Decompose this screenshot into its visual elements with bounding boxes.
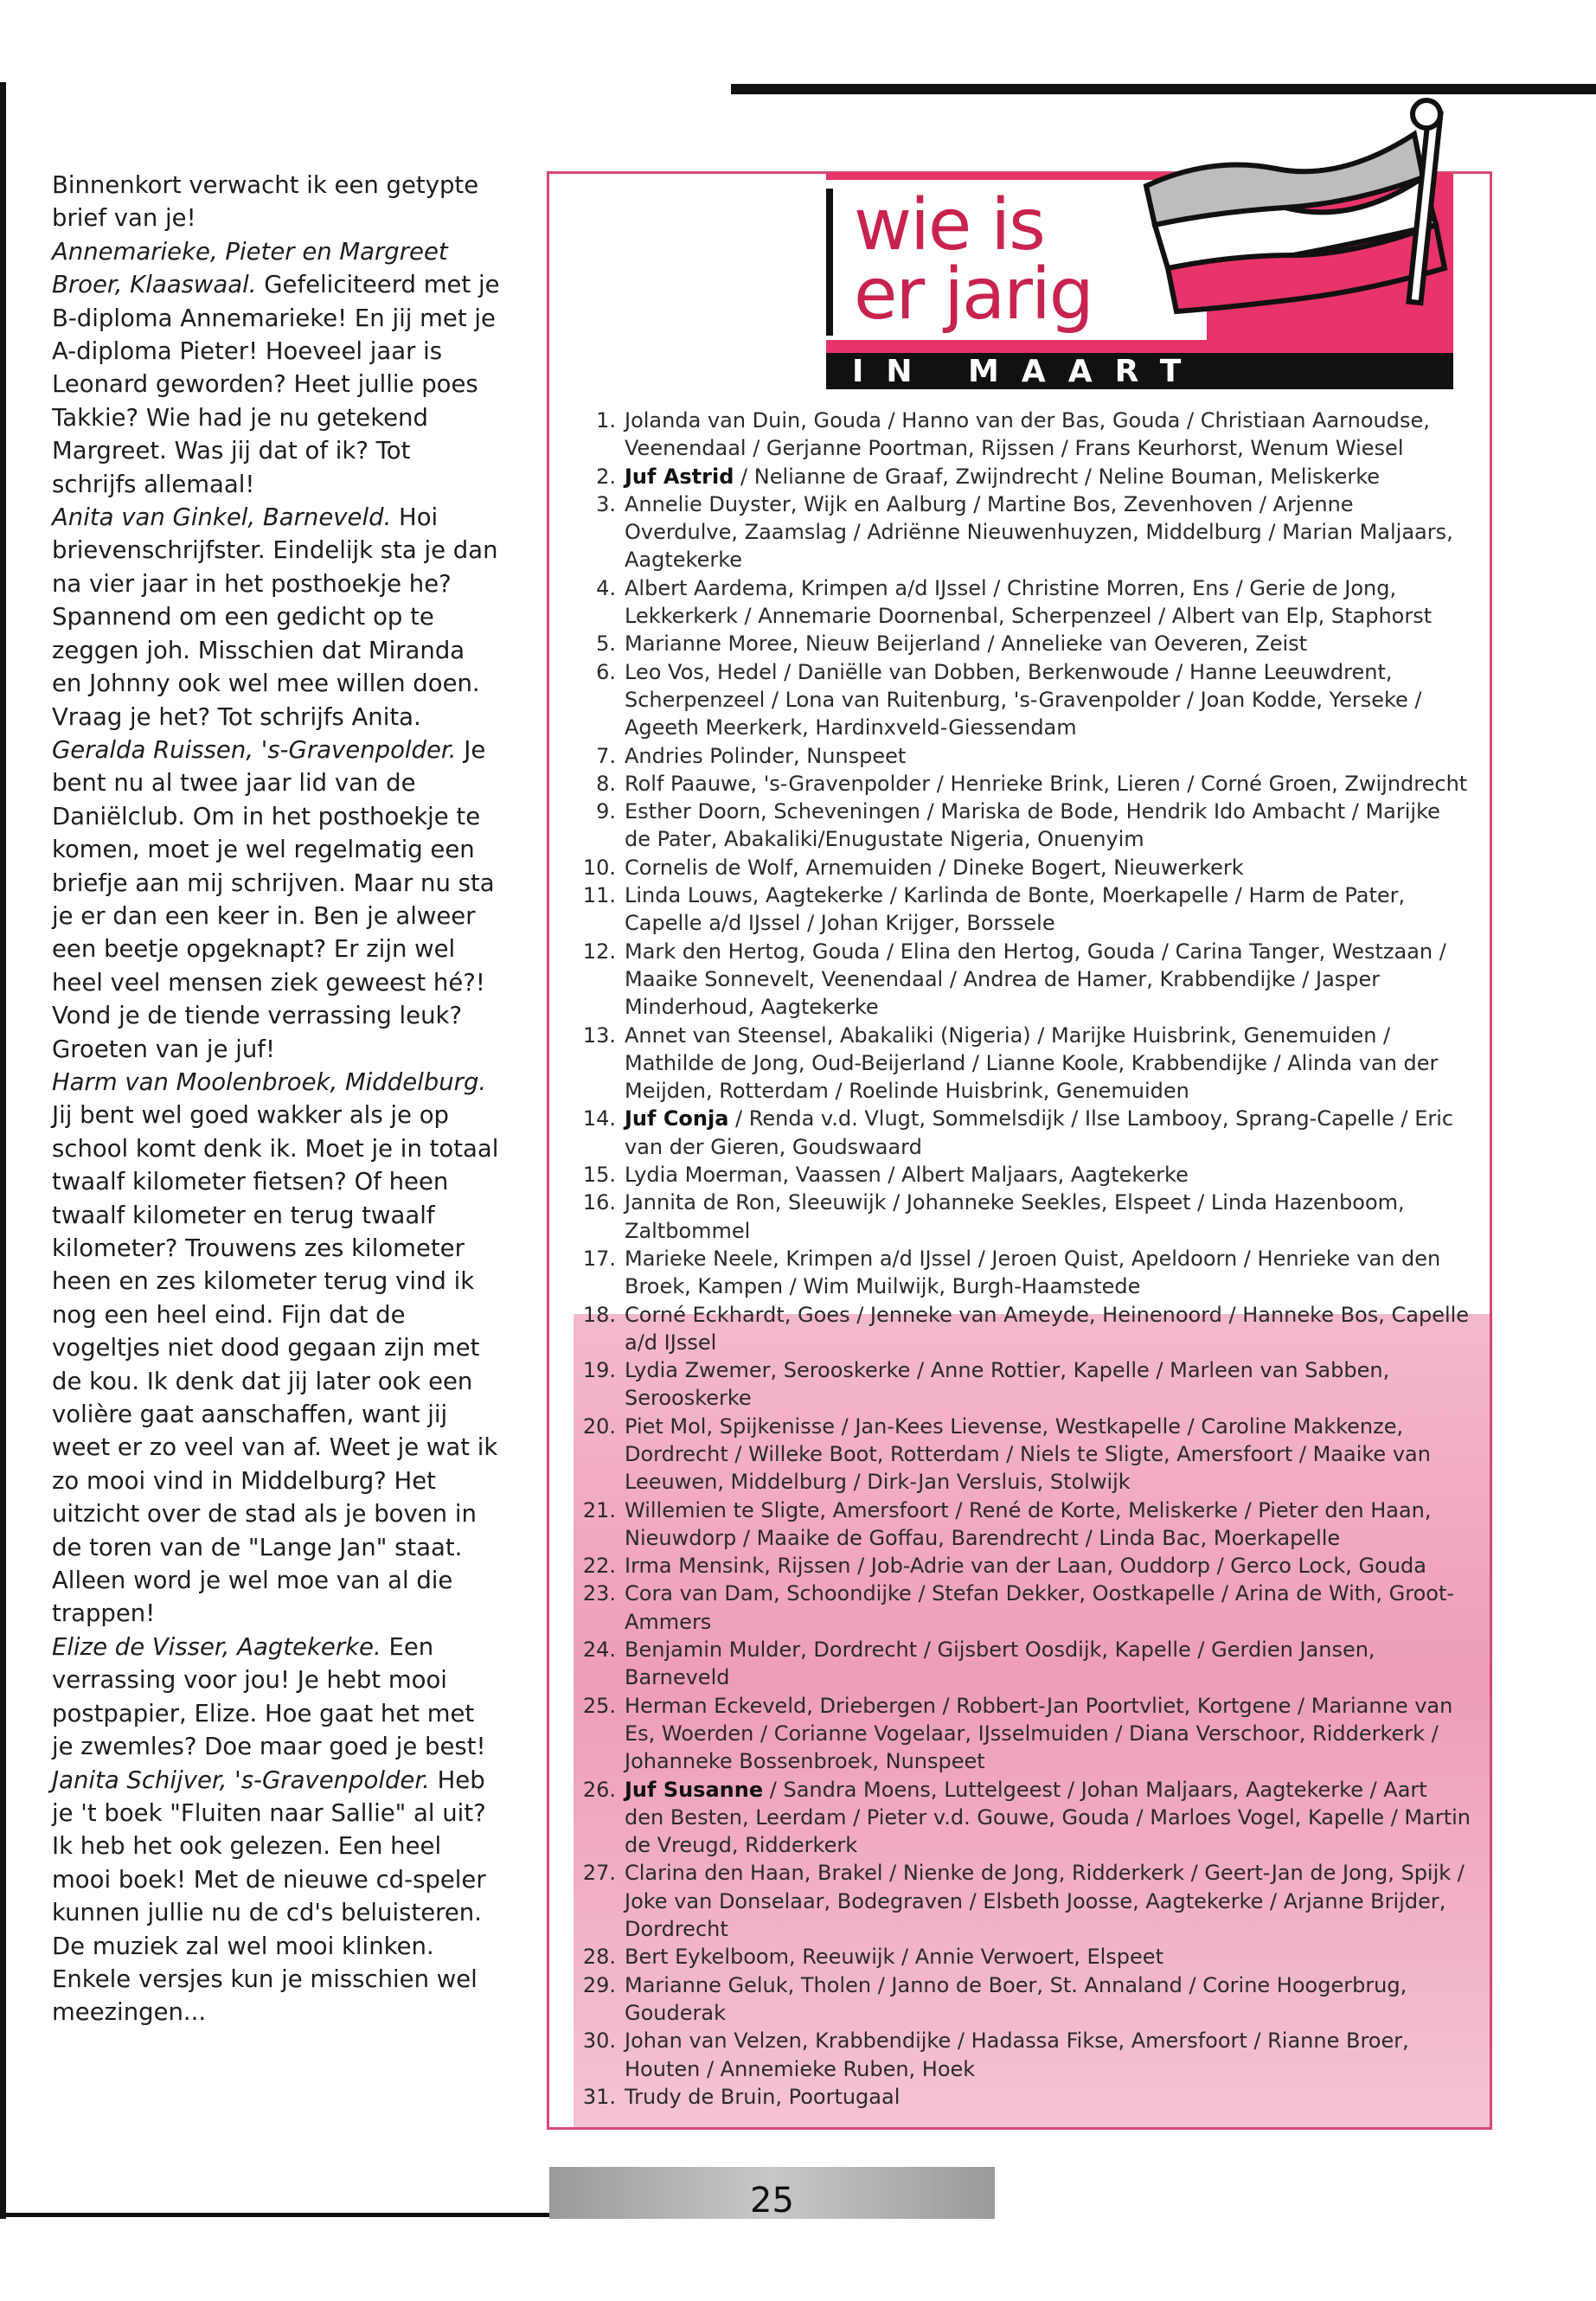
day-number: 27.	[582, 1861, 616, 1886]
day-number: 7.	[596, 743, 616, 768]
day-number: 16.	[582, 1190, 616, 1215]
letter-paragraph	[52, 169, 502, 235]
names	[625, 1497, 1471, 1553]
letter-text: Je bent nu al twee jaar lid van de Daniëlclub. Om in het posthoekje te komen, moet je wel regelmatig een briefje aan mij schrijven. Maar nu sta je er dan een keer in. Ben je alweer een beetje opgeknapt? Er zijn wel heel veel mensen ziek geweest hé?! Vond je de tiende verrassing leuk? Groeten van je juf!	[52, 735, 495, 1063]
list-item	[564, 742, 1471, 770]
list-item	[564, 1413, 1471, 1497]
names-text: / Renda v.d. Vlugt, Sommelsdijk / Ilse Lambooy, Sprang-Capelle / Eric van der Gieren, Goudswaard	[625, 1106, 1454, 1159]
names-text: Esther Doorn, Scheveningen / Mariska de Bode, Hendrik Ido Ambacht / Marijke de Pater, Abakaliki/Enugustate Nigeria, Onuenyim	[625, 799, 1440, 852]
names	[625, 1692, 1471, 1776]
list-item	[564, 658, 1471, 742]
list-item	[564, 1497, 1471, 1553]
day-number: 20.	[582, 1413, 616, 1439]
names-text: Benjamin Mulder, Dordrecht / Gijsbert Oosdijk, Kapelle / Gerdien Jansen, Barneveld	[625, 1638, 1375, 1690]
names	[625, 1776, 1471, 1860]
names-text: Jannita de Ron, Sleeuwijk / Johanneke Seekles, Elspeet / Linda Hazenboom, Zaltbommel	[625, 1190, 1405, 1243]
names-text: Andries Polinder, Nunspeet	[625, 743, 907, 768]
banner-title-line1: wie is	[854, 183, 1044, 266]
day-number: 5.	[596, 631, 616, 657]
names-text: Albert Aardema, Krimpen a/d IJssel / Christine Morren, Ens / Gerie de Jong, Lekkerkerk / Annemarie Doornenbal, Scherpenzeel / Albert van Elp, Staphorst	[625, 575, 1433, 629]
day-number: 29.	[582, 1972, 616, 1997]
letter-text: Hoi brievenschrijfster. Eindelijk sta je dan na vier jaar in het posthoekje he? Spannend om een gedicht op te zeggen joh. Misschien dat Miranda en Johnny ook wel mee willen doen. Vraag je het? Tot schrijfs Anita.	[52, 503, 498, 731]
names	[625, 1636, 1471, 1692]
letter-paragraph	[52, 1631, 502, 1764]
names-text: Marianne Geluk, Tholen / Janno de Boer, St. Annaland / Corine Hoogerbrug, Gouderak	[625, 1972, 1407, 2025]
names-text: Corné Eckhardt, Goes / Jenneke van Ameyde, Heinenoord / Hanneke Bos, Capelle a/d IJssel	[625, 1302, 1470, 1355]
page-number: 25	[549, 2167, 995, 2219]
day-number: 3.	[596, 491, 616, 516]
day-number: 12.	[582, 939, 616, 964]
day-number: 30.	[582, 2029, 616, 2054]
birthday-banner	[826, 173, 1453, 389]
list-item	[564, 938, 1471, 1022]
letter-text: Gefeliciteerd met je B-diploma Annemarieke! En jij met je A-diploma Pieter! Hoeveel jaar is Leonard geworden? Heet jullie poes Takkie? Wie had je nu getekend Margreet. Was jij dat of ik? Tot schrijfs allemaal!	[52, 271, 500, 498]
names	[625, 490, 1471, 574]
letter-paragraph	[52, 235, 502, 501]
letter-text: Binnenkort verwacht ik een getypte brief van je!	[52, 171, 479, 233]
names-text: Lydia Zwemer, Serooskerke / Anne Rottier, Kapelle / Marleen van Sabben, Serooskerke	[625, 1358, 1390, 1411]
list-item	[564, 1356, 1471, 1413]
names-text: Clarina den Haan, Brakel / Nienke de Jong, Ridderkerk / Geert-Jan de Jong, Spijk / Joke van Donselaar, Bodegraven / Elsbeth Joosse, Aagtekerke / Arjanne Brijder, Dordrecht	[625, 1861, 1465, 1942]
names	[625, 938, 1471, 1022]
names	[625, 1580, 1471, 1636]
names	[625, 574, 1471, 631]
names	[625, 1413, 1471, 1497]
names	[625, 1859, 1471, 1943]
day-number: 13.	[582, 1022, 616, 1048]
page-edge-left	[0, 82, 6, 2219]
names	[625, 854, 1471, 881]
names-text: Willemien te Sligte, Amersfoort / René de Korte, Meliskerke / Pieter den Haan, Nieuwdorp / Maaike de Goffau, Barendrecht / Linda Bac, Moerkapelle	[625, 1497, 1432, 1550]
letter-paragraph	[52, 501, 502, 734]
banner-title-line2: er jarig	[854, 253, 1093, 336]
names	[625, 630, 1471, 657]
flag-icon	[1138, 95, 1466, 346]
day-number: 19.	[582, 1358, 616, 1383]
names-text: Piet Mol, Spijkenisse / Jan-Kees Lievense, Westkapelle / Caroline Makkenze, Dordrecht / Willeke Boot, Rotterdam / Niels te Sligte, Amersfoort / Maaike van Leeuwen, Middelburg / Dirk-Jan Versluis, Stolwijk	[625, 1413, 1431, 1495]
day-number: 17.	[582, 1246, 616, 1271]
letter-recipient: Anita van Ginkel, Barneveld.	[52, 503, 392, 532]
letter-paragraph	[52, 1066, 502, 1631]
day-number: 25.	[582, 1693, 616, 1718]
list-item	[564, 1971, 1471, 2028]
day-number: 24.	[582, 1638, 616, 1663]
names-text: Irma Mensink, Rijssen / Job-Adrie van der Laan, Ouddorp / Gerco Lock, Gouda	[625, 1554, 1426, 1579]
list-item	[564, 1859, 1471, 1943]
list-item	[564, 881, 1471, 938]
names-text: Annelie Duyster, Wijk en Aalburg / Martine Bos, Zevenhoven / Arjenne Overdulve, Zaamslag / Adriënne Nieuwenhuyzen, Middelburg / Marian Maljaars, Aagtekerke	[625, 491, 1453, 573]
list-item	[564, 1245, 1471, 1301]
list-item	[564, 630, 1471, 657]
names-text: Marieke Neele, Krimpen a/d IJssel / Jeroen Quist, Apeldoorn / Henrieke van den Broek, Kampen / Wim Muilwijk, Burgh-Haamstede	[625, 1246, 1441, 1299]
names	[625, 1105, 1471, 1161]
day-number: 8.	[596, 771, 616, 796]
list-item	[564, 1105, 1471, 1161]
names-text: Herman Eckeveld, Driebergen / Robbert-Jan Poortvliet, Kortgene / Marianne van Es, Woerden / Corianne Vogelaar, IJsselmuiden / Diana Verschoor, Ridderkerk / Johanneke Bossenbroek, Nunspeet	[625, 1693, 1453, 1774]
names	[625, 2027, 1471, 2083]
letter-text: Heb je 't boek "Fluiten naar Sallie" al uit? Ik heb het ook gelezen. Een heel mooi boek! Met de nieuwe cd-speler kunnen jullie nu de cd's beluisteren. De muziek zal wel mooi klinken. Enkele versjes kun je misschien wel meezingen...	[52, 1766, 486, 2027]
month-label: IN MAART	[852, 353, 1204, 389]
day-number: 4.	[596, 575, 616, 600]
names-bold: Juf Conja	[625, 1106, 729, 1131]
names-text: Lydia Moerman, Vaassen / Albert Maljaars, Aagtekerke	[625, 1163, 1189, 1188]
letter-paragraph	[52, 734, 502, 1066]
names	[625, 1161, 1471, 1189]
day-number: 23.	[582, 1581, 616, 1606]
names	[625, 1245, 1471, 1301]
list-item	[564, 1161, 1471, 1189]
letter-text: Jij bent wel goed wakker als je op school komt denk ik. Moet je in totaal twaalf kilometer fietsen? Of heen twaalf kilometer en terug twaalf kilometer? Trouwens zes kilometer heen en zes kilometer terug vind ik nog een heel eind. Fijn dat de vogeltjes niet dood gegaan zijn met de kou. Ik denk dat jij later ook een volière gaat aanschaffen, want jij weet er zo veel van af. Weet je wat ik zo mooi vind in Middelburg? Het uitzicht over de stad als je boven in de toren van de "Lange Jan" staat. Alleen word je wel moe van al die trappen!	[52, 1101, 499, 1628]
names-text: Mark den Hertog, Gouda / Elina den Hertog, Gouda / Carina Tanger, Westzaan / Maaike Sonnevelt, Veenendaal / Andrea de Hamer, Krabbendijke / Jasper Minderhoud, Aagtekerke	[625, 939, 1446, 1020]
names-text: Rolf Paauwe, 's-Gravenpolder / Henrieke Brink, Lieren / Corné Groen, Zwijndrecht	[625, 771, 1468, 796]
names-text: / Sandra Moens, Luttelgeest / Johan Maljaars, Aagtekerke / Aart den Besten, Leerdam / Pieter v.d. Gouwe, Gouda / Marloes Vogel, Kapelle / Martin de Vreugd, Ridderkerk	[625, 1777, 1471, 1858]
birthday-list	[564, 407, 1471, 2111]
names	[625, 1943, 1471, 1971]
letter-text: Een verrassing voor jou! Je hebt mooi postpapier, Elize. Hoe gaat het met je zwemles? Doe maar goed je best!	[52, 1632, 486, 1761]
day-number: 15.	[582, 1163, 616, 1188]
list-item	[564, 407, 1471, 463]
names-text: Annet van Steensel, Abakaliki (Nigeria) / Marijke Huisbrink, Genemuiden / Mathilde de Jong, Oud-Beijerland / Lianne Koole, Krabbendijke / Alinda van der Meijden, Rotterdam / Roelinde Huisbrink, Genemuiden	[625, 1022, 1439, 1104]
list-item	[564, 1580, 1471, 1636]
top-rule	[731, 84, 1596, 94]
letter-recipient: Janita Schijver, 's-Gravenpolder.	[52, 1766, 430, 1794]
names-text: Leo Vos, Hedel / Daniëlle van Dobben, Berkenwoude / Hanne Leeuwdrent, Scherpenzeel / Lona van Ruitenburg, 's-Gravenpolder / Joan Kodde, Yerseke / Ageeth Meerkerk, Hardinxveld-Giessendam	[625, 659, 1422, 740]
list-item	[564, 1636, 1471, 1692]
names	[625, 770, 1471, 798]
day-number: 31.	[582, 2084, 616, 2109]
list-item	[564, 490, 1471, 574]
names	[625, 1552, 1471, 1580]
letter-paragraph	[52, 1764, 502, 2029]
list-item	[564, 798, 1471, 854]
letter-recipient: Harm van Moolenbroek, Middelburg.	[52, 1067, 487, 1096]
day-number: 14.	[582, 1106, 616, 1131]
names-text: / Nelianne de Graaf, Zwijndrecht / Neline Bouman, Meliskerke	[734, 464, 1381, 489]
day-number: 26.	[582, 1777, 616, 1802]
bottom-rule	[0, 2213, 554, 2217]
day-number: 1.	[596, 408, 616, 433]
list-item	[564, 1943, 1471, 1971]
title-bar	[826, 189, 833, 336]
list-item	[564, 770, 1471, 798]
names-bold: Juf Susanne	[625, 1777, 764, 1802]
letter-recipient: Annemarieke, Pieter en Margreet Broer, Klaaswaal.	[52, 237, 448, 299]
day-number: 22.	[582, 1554, 616, 1579]
names	[625, 881, 1471, 938]
list-item	[564, 1692, 1471, 1776]
day-number: 18.	[582, 1302, 616, 1327]
names	[625, 798, 1471, 854]
day-number: 21.	[582, 1497, 616, 1522]
names	[625, 407, 1471, 463]
list-item	[564, 1022, 1471, 1106]
list-item	[564, 1301, 1471, 1357]
names-text: Marianne Moree, Nieuw Beijerland / Annelieke van Oeveren, Zeist	[625, 631, 1308, 657]
list-item	[564, 1776, 1471, 1860]
names	[625, 2083, 1471, 2111]
letters-column	[52, 169, 502, 2029]
names-bold: Juf Astrid	[625, 464, 734, 489]
names-text: Linda Louws, Aagtekerke / Karlinda de Bonte, Moerkapelle / Harm de Pater, Capelle a/d IJssel / Johan Krijger, Borssele	[625, 883, 1406, 936]
names	[625, 1301, 1471, 1357]
day-number: 10.	[582, 855, 616, 880]
names	[625, 1971, 1471, 2028]
names-text: Johan van Velzen, Krabbendijke / Hadassa Fikse, Amersfoort / Rianne Broer, Houten / Annemieke Ruben, Hoek	[625, 2029, 1409, 2081]
names	[625, 463, 1471, 490]
list-item	[564, 2083, 1471, 2111]
letter-recipient: Elize de Visser, Aagtekerke.	[52, 1632, 381, 1661]
names	[625, 1189, 1471, 1245]
day-number: 28.	[582, 1945, 616, 1970]
list-item	[564, 1189, 1471, 1245]
names-text: Bert Eykelboom, Reeuwijk / Annie Verwoert, Elspeet	[625, 1945, 1163, 1970]
names-text: Trudy de Bruin, Poortugaal	[625, 2084, 901, 2109]
names-text: Cornelis de Wolf, Arnemuiden / Dineke Bogert, Nieuwerkerk	[625, 855, 1244, 880]
list-item	[564, 1552, 1471, 1580]
day-number: 6.	[596, 659, 616, 684]
day-number: 9.	[596, 799, 616, 824]
day-number: 11.	[582, 883, 616, 908]
list-item	[564, 463, 1471, 490]
list-item	[564, 574, 1471, 631]
names-text: Cora van Dam, Schoondijke / Stefan Dekker, Oostkapelle / Arina de With, Groot-Ammers	[625, 1581, 1455, 1634]
letter-recipient: Geralda Ruissen, 's-Gravenpolder.	[52, 735, 457, 764]
names-text: Jolanda van Duin, Gouda / Hanno van der Bas, Gouda / Christiaan Aarnoudse, Veenendaal / Gerjanne Poortman, Rijssen / Frans Keurhorst, Wenum Wiesel	[625, 408, 1430, 461]
list-item	[564, 854, 1471, 881]
day-number: 2.	[596, 464, 616, 489]
names	[625, 1022, 1471, 1106]
list-item	[564, 2027, 1471, 2083]
month-strip	[826, 353, 1453, 389]
names	[625, 1356, 1471, 1413]
names	[625, 742, 1471, 770]
names	[625, 658, 1471, 742]
